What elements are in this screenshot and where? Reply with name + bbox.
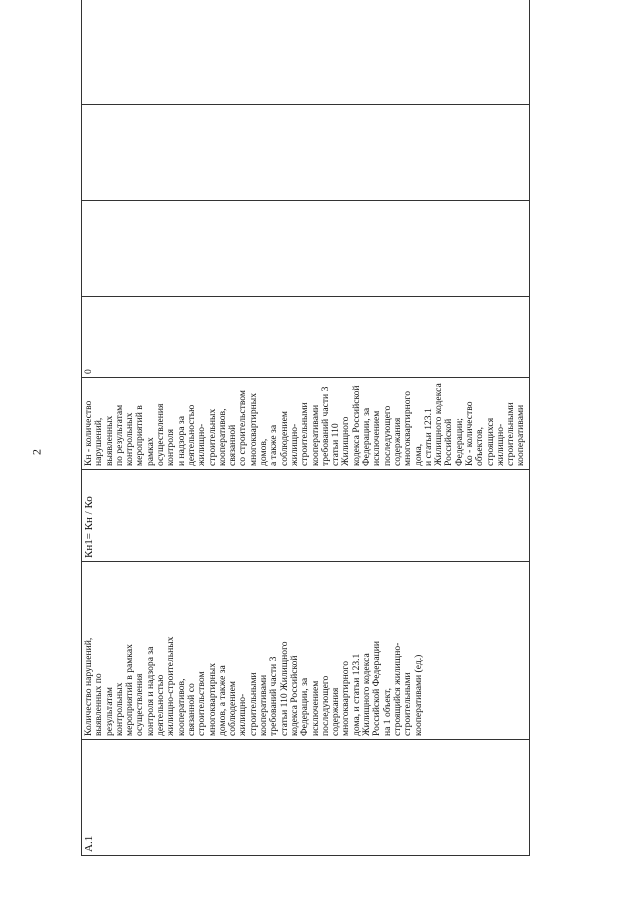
indicator-formula: Кн1= Кн / Ко <box>83 496 95 558</box>
formula-description: Кн - количество нарушений, выявленных по результатам контрольных мероприятий в рамках осуществления контроля и надзора за деятельностью жилищно-строительных кооперативов, связанной со строительством многоквартирных домов, а также за соблюдением жилищно- строительными кооперативами требований части 3 статьи 110 Жилищного кодекса Российской Федерации, за исключением последующего содержания многоквартирного дома, и статьи 123.1 Жилищного кодекса Российской Федерации; Ко - количество объектов, строящихся жилищно- строительными кооперативами <box>83 383 527 466</box>
indicator-code-cell <box>82 740 530 856</box>
empty-cell-6 <box>82 201 530 297</box>
formula-cell <box>82 470 530 562</box>
formula-description-cell <box>82 378 530 470</box>
base-value-cell <box>82 297 530 378</box>
indicator-name-cell <box>82 562 530 740</box>
indicator-code: А.1 <box>83 835 95 852</box>
table-row <box>82 0 530 856</box>
base-value: 0 <box>83 369 94 374</box>
empty-cell-7 <box>82 105 530 201</box>
empty-cell-8 <box>82 0 530 105</box>
page-number: 2 <box>29 449 44 455</box>
indicator-name: Количество нарушений, выявленных по результатам контрольных мероприятий в рамках осуществления контроля и надзора за деятельностью жилищно-строительных кооперативов, связанной со строительством многоквартирных домов, а также за соблюдением жилищно- строительными кооперативами требований части 3 статьи 110 Жилищного кодекса Российской Федерации, за исключением последующего содержания многоквартирного дома, и статьи 123.1 Жилищного кодекса Российской Федерации на 1 объект, строящийся жилищно- строительными кооперативами (ед.) <box>83 636 424 736</box>
rotated-page-content <box>81 50 527 856</box>
indicators-table <box>81 0 530 856</box>
